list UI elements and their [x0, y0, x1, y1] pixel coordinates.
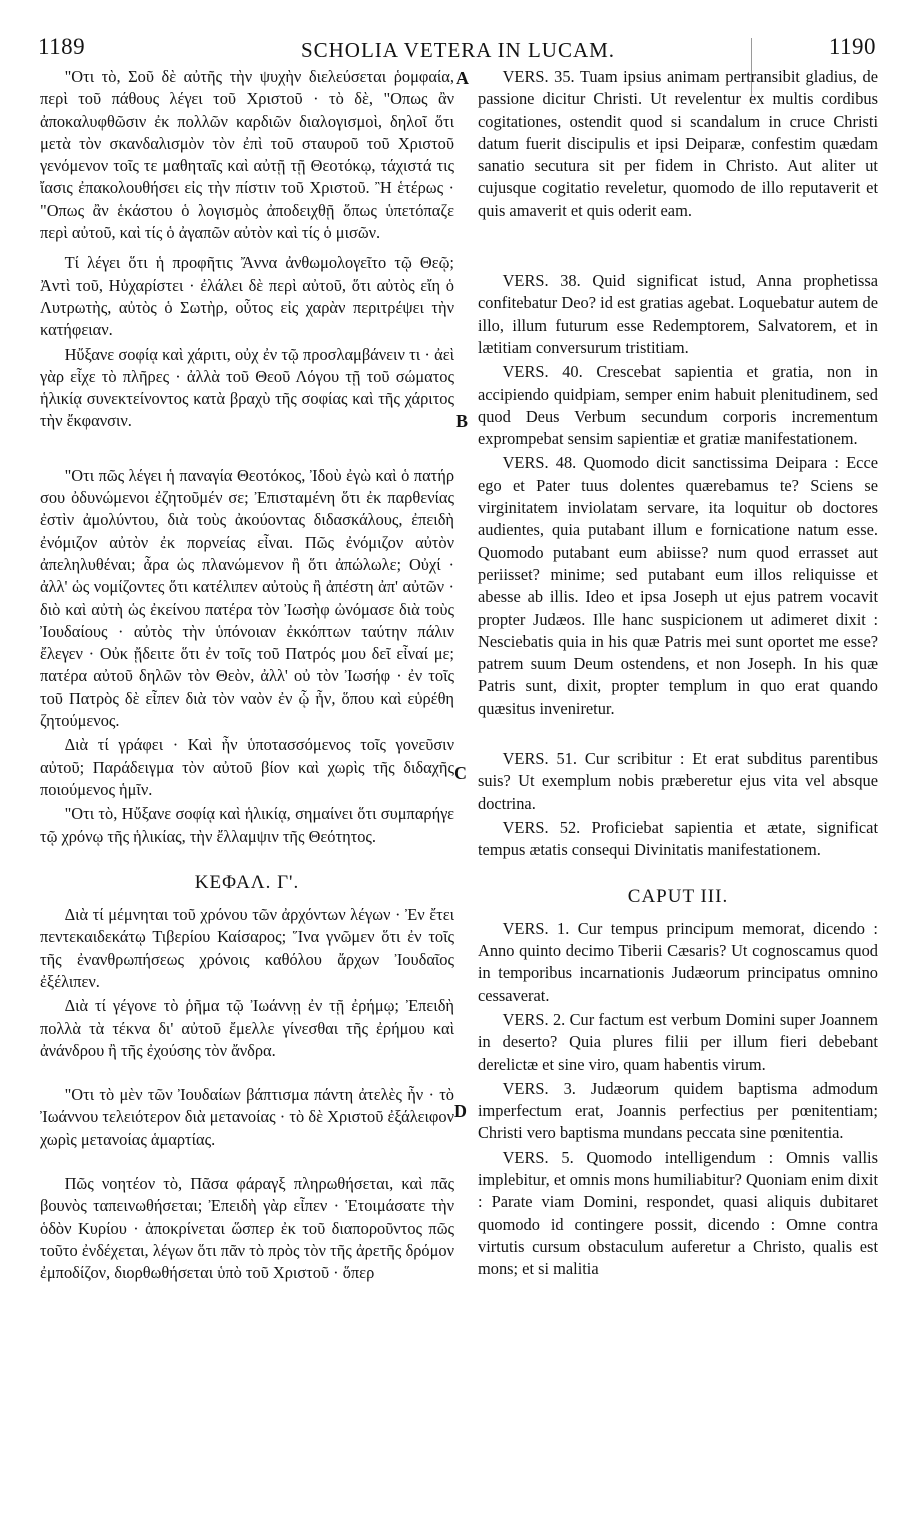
- margin-marker-b: B: [456, 411, 469, 431]
- latin-paragraph: VERS. 51. Cur scribitur : Et erat subditus parentibus suis? Ut exemplum nobis præberetur ejus vita vel absque doctrina.: [478, 749, 878, 813]
- greek-paragraph: "Οτι τὸ, Σοῦ δὲ αὐτῆς τὴν ψυχὴν διελεύσεται ῥομφαία, περὶ τοῦ πάθους λέγει τοῦ Χριστοῦ · τὸ δὲ, "Οπως ἂν ἀποκαλυφθῶσιν ἐκ πολλῶν καρδιῶν διαλογισμοὶ, δηλοῖ ὅτι μετὰ τὸν σκανδαλισμὸν τὸν ἐπὶ τοῦ σταυροῦ τοῦ Χριστοῦ γενόμενον τοῖς τε μαθηταῖς καὶ αὐτῇ τῇ Θεοτόκῳ, τάχιστά τις ἴασις ἐπακολουθήσει εἰς τὴν πίστιν τοῦ Χριστοῦ. Ἢ ἑτέρως · "Οπως ἂν ἑκάστου ὁ λογισμὸς ἀποδειχθῇ ὅπως ὑπετόπαζε περὶ αὐτοῦ, καὶ τίς ὁ ἀγαπῶν αὐτὸν καὶ τίς ὁ μισῶν.: [40, 67, 454, 243]
- greek-chapter-heading: ΚΕΦΑΛ. Γ'.: [194, 871, 300, 893]
- latin-column: [478, 66, 878, 1281]
- latin-paragraph: VERS. 40. Crescebat sapientia et gratia, non in accipiendo quidpiam, semper enim habuit plenitudinem, sed quod Deus Verbum secundum corporis incrementum exprompebat sensim sapientiæ et gratiæ manifestationem.: [478, 362, 878, 449]
- latin-paragraph: VERS. 5. Quomodo intelligendum : Omnis vallis implebitur, et omnis mons humiliabitur? Quoniam enim dixit : Parate viam Domini, respondet, quasi aliquis dubitaret quomodo id contingere possit, dicendo : Omne contra virtutis cursum obstaculum auferetur a Christo, qualis est mons; et si malitia: [478, 1147, 878, 1279]
- latin-paragraph: VERS. 52. Proficiebat sapientia et ætate, significat tempus ætatis consequi Divinitatis manifestationem.: [478, 817, 878, 860]
- page-number-right: 1190: [828, 34, 876, 59]
- greek-paragraph: "Οτι πῶς λέγει ἡ παναγία Θεοτόκος, Ἰδοὺ ἐγὼ καὶ ὁ πατήρ σου ὀδυνώμενοι ἐζητοῦμέν σε; Ἐπισταμένη ὅτι ἐκ παρθενίας ἐστὶν ἀμολύντου, διὰ τοὺς ἀκούοντας διδασκάλους, ἐπειδὴ ἐνόμιζον αὐτὸν ἐκ πορνείας εἶναι. Πῶς ἐνόμιζον αὐτὸν ἀπεληλυθέναι; ἆρα ὡς πλανώμενον ἢ ὅτι ἀπώλωλε; Οὐχί · ἀλλ' ὡς νομίζοντες ὅτι κατέλιπεν αὐτοὺς ἢ ἀπέστη ἀπ' αὐτῶν · διὸ καὶ αὐτὴ ὡς ἐκείνου πατέρα τὸν Ἰωσὴφ ὠνόμασε διὰ τοὺς Ἰουδαίους · αὐτὸς τὴν ὑπόνοιαν ἐκκόπτων ταύτην πάλιν ἔλεγεν · Οὐκ ᾔδειτε ὅτι ἐν τοῖς τοῦ Πατρός μου δεῖ εἶναί με; πατέρα αὐτοῦ δηλῶν τὸν Θεὸν, ἀλλ' οὐ τὸν Ἰωσήφ · ἐν τοῖς τοῦ Πατρὸς δὲ εἶπεν διὰ τὸν ναὸν ἐν ᾧ ἦν, ὅπου καὶ εὑρέθη ζητούμενος.: [40, 465, 454, 731]
- latin-paragraph: VERS. 2. Cur factum est verbum Domini super Joannem in deserto? Quia plures filii per illum fieri debebant derelictæ et sine viro, quam habentis virum.: [478, 1009, 878, 1074]
- greek-paragraph: Ηὔξανε σοφίᾳ καὶ χάριτι, οὐχ ἐν τῷ προσλαμβάνειν τι · ἀεὶ γὰρ εἶχε τὸ πλῆρες · ἀλλὰ τοῦ Θεοῦ Λόγου τῇ τοῦ σώματος ἡλικίᾳ συνεκτείνοντος κατὰ βραχὺ τῆς σοφίας καὶ τῆς χάριτος τὴν ἔκφανσιν.: [40, 344, 454, 431]
- latin-paragraph: VERS. 3. Judæorum quidem baptisma admodum imperfectum erat, Joannis perfectius per pœnitentiam; Christi vero baptisma mundans peccata sine pœnitentia.: [478, 1078, 878, 1143]
- greek-paragraph: Διὰ τί μέμνηται τοῦ χρόνου τῶν ἀρχόντων λέγων · Ἐν ἔτει πεντεκαιδεκάτῳ Τιβερίου Καίσαρος; Ἵνα γνῶμεν ὅτι ἐν τοῖς τῆς ἐνανθρωπήσεως χρόνοις καθόλου ἄρχων Ἰουδαῖος ἐξέλιπεν.: [40, 905, 454, 991]
- page-number-left: 1189: [38, 34, 86, 59]
- latin-paragraph: VERS. 35. Tuam ipsius animam pertransibit gladius, de passione dicitur Christi. Ut revelentur ex multis cordibus cogitationes, ostendit quod si scandalum in cruce Christi datum fuerit discipulis et ipsi Deiparæ, confestim quædam sanatio secutura sit per fidem in Christo. Aut aliter ut cujusque cogitatio reveletur, quomodo de illo reputaverit et quis amaverit et quis oderit eam.: [478, 67, 878, 220]
- greek-paragraph: Διὰ τί γράφει · Καὶ ἦν ὑποτασσόμενος τοῖς γονεῦσιν αὐτοῦ; Παράδειγμα τὸν αὐτοῦ βίον καὶ χωρὶς τῆς διδαχῆς ποιούμενος ἡμῖν.: [40, 735, 454, 799]
- margin-marker-d: D: [454, 1101, 467, 1121]
- greek-column: [40, 66, 454, 1285]
- latin-paragraph: VERS. 48. Quomodo dicit sanctissima Deipara : Ecce ego et Pater tuus dolentes quærebamus te? Sciens se virginitatem inviolatam servare, ita loquitur ob doctores audientes, quia putabant illum e fornicatione natum esse. Quomodo putabant eum abiisse? num quod errasset aut periisset? minime; sed putabant eum illos reliquisse et abesse ab illis. Ideo et ipsa Joseph ut ejus patrem vocavit propter Judæos. Ille hanc suspicionem ut adimeret dixit : Nesciebatis quia in his quæ Patris mei sunt oportet me esse? patrem suum Deum ostendens, et non Joseph. In his quæ Patris sunt, dixit, propter templum in quo erat quando quæsitus inveniretur.: [478, 453, 878, 718]
- greek-paragraph: "Οτι τὸ μὲν τῶν Ἰουδαίων βάπτισμα πάντη ἀτελὲς ἦν · τὸ Ἰωάννου τελειότερον διὰ μετανοίας · τὸ δὲ Χριστοῦ ἐξάλειφον χωρὶς μετανοίας ἁμαρτίας.: [40, 1085, 454, 1149]
- running-header: [0, 32, 916, 66]
- greek-paragraph: Πῶς νοητέον τὸ, Πᾶσα φάραγξ πληρωθήσεται, καὶ πᾶς βουνὸς ταπεινωθήσεται; Ἐπειδὴ γὰρ εἶπεν · Ἑτοιμάσατε τὴν ὁδὸν Κυρίου · ἀποκρίνεται ὥσπερ ἐκ τοῦ διαποροῦντος πῶς τοῦτο ἐνδέχεται, λέγων ὅτι πᾶν τὸ πρὸς τὸν τῆς ἀρετῆς δρόμον ἐμποδίζον, διορθωθήσεται ὑπὸ τοῦ Χριστοῦ · ὅπερ: [40, 1174, 454, 1283]
- greek-paragraph: Τί λέγει ὅτι ἡ προφῆτις Ἄννα ἀνθωμολογεῖτο τῷ Θεῷ; Ἀντὶ τοῦ, Ηὐχαρίστει · ἐλάλει δὲ περὶ αὐτοῦ, ὅτι αὐτὸς εἴη ὁ Λυτρωτὴς, αὐτὸς ὁ Σωτὴρ, οὗτος εἰς χαρὰν περιτρέψει τὴν κατήφειαν.: [40, 253, 454, 340]
- running-title: SCHOLIA VETERA IN LUCAM.: [300, 38, 616, 62]
- latin-paragraph: VERS. 38. Quid significat istud, Anna prophetissa confitebatur Deo? id est gratias agebat. Loquebatur autem de illo, illum futurum esse Redemptorem, Salvatorem, et in lætitiam conversurum tristitiam.: [478, 271, 878, 357]
- margin-marker-c: C: [454, 763, 467, 783]
- latin-chapter-heading: CAPUT III.: [627, 885, 729, 907]
- greek-paragraph: "Οτι τὸ, Ηὔξανε σοφίᾳ καὶ ἡλικίᾳ, σημαίνει ὅτι συμπαρήγε τῷ χρόνῳ τῆς ἡλικίας, τὴν ἔλλαμψιν τῆς Θεότητος.: [40, 804, 454, 846]
- greek-paragraph: Διὰ τί γέγονε τὸ ῥῆμα τῷ Ἰωάννῃ ἐν τῇ ἐρήμῳ; Ἐπειδὴ πολλὰ τὰ τέκνα δι' αὐτοῦ ἔμελλε γίνεσθαι τῆς ἐρήμου καὶ ἀνάνδρου ἢ τῆς ἐχούσης τὸν ἄνδρα.: [40, 996, 454, 1060]
- margin-marker-a: A: [456, 68, 469, 88]
- latin-paragraph: VERS. 1. Cur tempus principum memorat, dicendo : Anno quinto decimo Tiberii Cæsaris? Ut cognoscamus quod in temporibus incarnationis Judæorum principatus omnino cessaverat.: [478, 918, 878, 1005]
